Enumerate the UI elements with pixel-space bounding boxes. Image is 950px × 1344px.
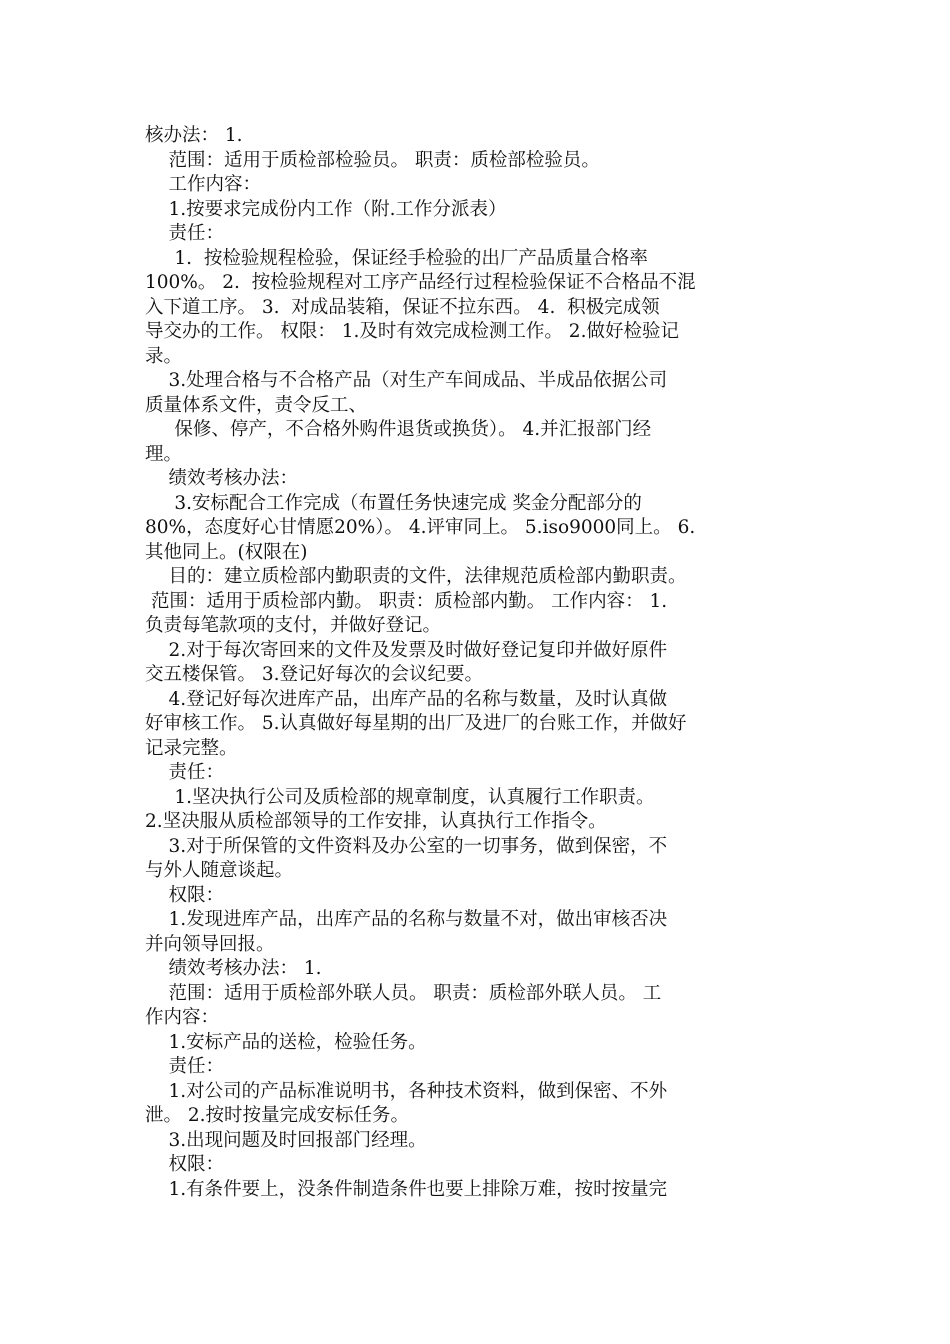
text-line: 范围：适用于质检部内勤。 职责：质检部内勤。 工作内容： 1.: [145, 590, 668, 612]
text-line: 范围：适用于质检部检验员。 职责：质检部检验员。: [145, 149, 600, 171]
text-line: 绩效考核办法： 1.: [145, 958, 322, 979]
text-line: 绩效考核办法：: [145, 468, 299, 489]
text-line: 目的：建立质检部内勤职责的文件，法律规范质检部内勤职责。: [145, 566, 687, 587]
document-body: [145, 124, 807, 1202]
text-line: 责任：: [145, 1056, 225, 1077]
text-line: 1.安标产品的送检，检验任务。: [145, 1031, 427, 1053]
text-line: 2.坚决服从质检部领导的工作安排，认真执行工作指令。: [145, 811, 607, 832]
text-line: 范围：适用于质检部外联人员。 职责：质检部外联人员。 工: [145, 982, 662, 1004]
text-line: 责任：: [145, 762, 225, 783]
text-line: 3.安标配合工作完成（布置任务快速完成 奖金分配部分的: [145, 492, 642, 514]
text-line: 记录完整。: [145, 737, 238, 759]
text-line: 1.坚决执行公司及质检部的规章制度，认真履行工作职责。: [145, 786, 655, 808]
text-line: 3.处理合格与不合格产品（对生产车间成品、半成品依据公司: [145, 370, 668, 391]
text-line: 3.对于所保管的文件资料及办公室的一切事务，做到保密，不: [145, 835, 668, 857]
text-line: 3.出现问题及时回报部门经理。: [145, 1129, 427, 1151]
text-line: 质量体系文件，责令反工、: [145, 394, 368, 416]
text-line: 权限：: [145, 1154, 225, 1175]
text-line: 并向领导回报。: [145, 933, 275, 955]
text-line: 理。: [145, 443, 183, 465]
text-line: 2.对于每次寄回来的文件及发票及时做好登记复印并做好原件: [145, 639, 668, 661]
text-line: 保修、停产，不合格外购件退货或换货）。 4.并汇报部门经: [145, 419, 652, 440]
text-line: 责任：: [145, 223, 225, 244]
text-line: 其他同上。(权限在): [145, 541, 308, 563]
text-line: 1.按要求完成份内工作（附.工作分派表）: [145, 198, 507, 220]
text-line: 泄。 2.按时按量完成安标任务。: [145, 1105, 410, 1126]
text-line: 好审核工作。 5.认真做好每星期的出厂及进厂的台账工作，并做好: [145, 713, 687, 734]
text-line: 1.有条件要上，没条件制造条件也要上排除万难，按时按量完: [145, 1178, 668, 1200]
text-line: 工作内容：: [145, 174, 262, 195]
text-line: 负责每笔款项的支付，并做好登记。: [145, 615, 442, 636]
text-line: 与外人随意谈起。: [145, 860, 294, 881]
text-line: 80%，态度好心甘情愿20%）。 4.评审同上。 5.iso9000同上。 6.: [145, 517, 696, 538]
text-line: 权限：: [145, 884, 225, 906]
text-line: 核办法： 1.: [145, 125, 243, 146]
text-line: 入下道工序。 3. 对成品装箱，保证不拉东西。 4. 积极完成领: [145, 296, 660, 318]
text-line: 导交办的工作。 权限： 1.及时有效完成检测工作。 2.做好检验记: [145, 321, 679, 342]
text-line: 1.对公司的产品标准说明书，各种技术资料，做到保密、不外: [145, 1080, 668, 1102]
text-line: 100%。 2. 按检验规程对工序产品经行过程检验保证不合格品不混: [145, 272, 696, 293]
text-line: 交五楼保管。 3.登记好每次的会议纪要。: [145, 664, 484, 685]
text-line: 4.登记好每次进库产品，出库产品的名称与数量，及时认真做: [145, 688, 668, 710]
text-line: 1. 按检验规程检验，保证经手检验的出厂产品质量合格率: [145, 247, 648, 269]
text-line: 作内容：: [145, 1007, 220, 1028]
text-line: 录。: [145, 345, 183, 367]
text-line: 1.发现进库产品，出库产品的名称与数量不对，做出审核否决: [145, 909, 668, 930]
